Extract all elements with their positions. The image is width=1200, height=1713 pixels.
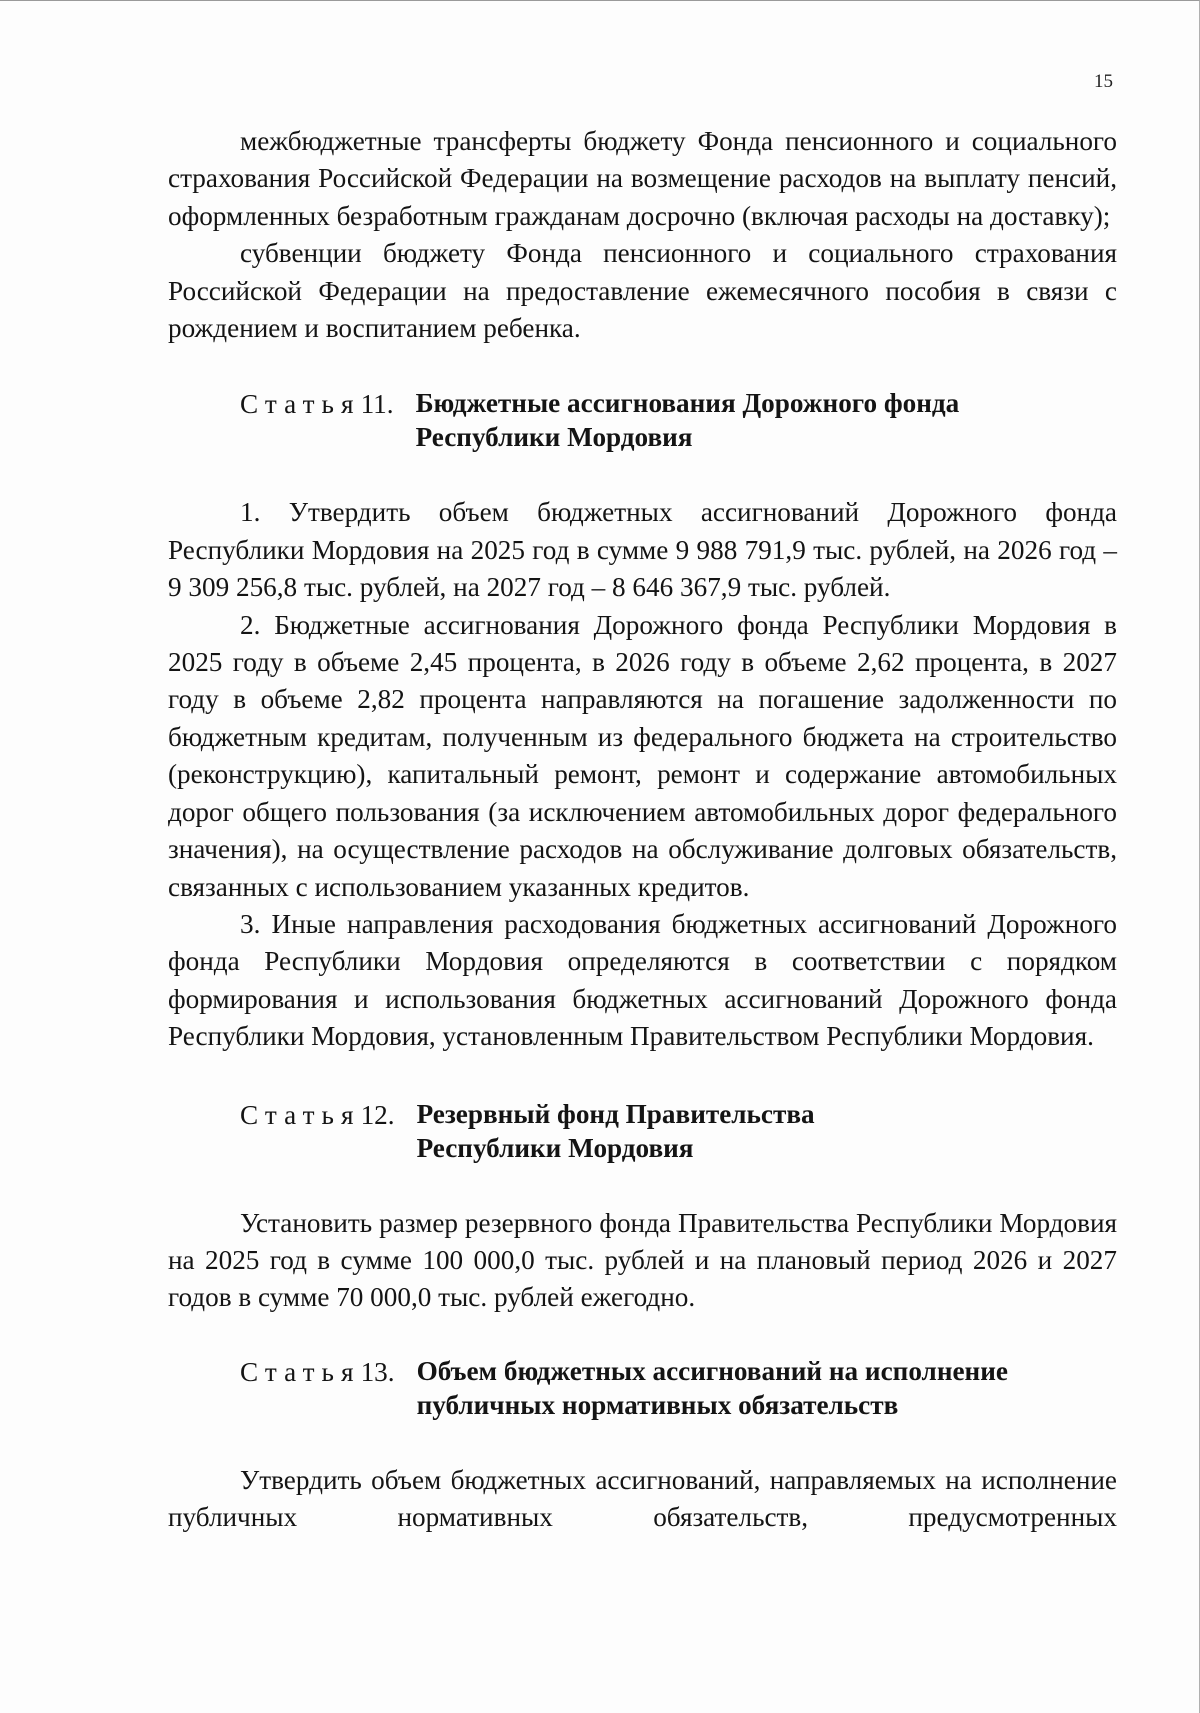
article-title-line-1: Бюджетные ассигнования Дорожного фонда: [415, 388, 960, 419]
article-label: Статья: [240, 389, 361, 420]
paragraph-line-2: исполнение публичных нормативных обязательств, предусмотренных: [168, 1464, 1117, 1533]
article-title: [417, 1097, 815, 1165]
article-title-line-2: публичных нормативных обязательств: [416, 1389, 899, 1420]
paragraph-interbudget-transfers: межбюджетные трансферты бюджету Фонда пенсионного и социального страхования Российской Федерации на возмещение расходов на выплату пенсий, оформленных безработным гражданам досрочно (включая расходы на доставку);: [168, 126, 1117, 231]
article-number: 12.: [360, 1099, 395, 1130]
paragraph-road-fund-volume: 1. Утвердить объем бюджетных ассигнований Дорожного фонда Республики Мордовия на 2025 год в сумме 9 988 791,9 тыс. рублей, на 2026 год – 9 309 256,8 тыс. рублей, на 2027 год – 8 646 367,9 тыс. рублей.: [168, 497, 1117, 603]
paragraph-road-fund-other: 3. Иные направления расходования бюджетных ассигнований Дорожного фонда Республики Мордовия определяются в соответствии с порядком формирования и использования бюджетных ассигнований Дорожного фонда Республики Мордовия, установленным Правительством Республики Мордовия.: [168, 908, 1117, 1052]
article-11-heading: [240, 386, 1117, 454]
paragraph-subventions: субвенции бюджету Фонда пенсионного и социального страхования Российской Федерации на предоставление ежемесячного пособия в связи с рождением и воспитанием ребенка.: [168, 238, 1117, 344]
paragraph-public-obligations: [168, 1462, 1117, 1537]
article-number: 11.: [360, 389, 394, 420]
article-title: [416, 386, 960, 454]
article-12-heading: [240, 1097, 1117, 1165]
page-number: 15: [1094, 71, 1113, 92]
article-title-line-2: Республики Мордовия: [415, 422, 693, 453]
paragraph-line-1: Утвердить объем бюджетных ассигнований, направляемых на: [240, 1464, 972, 1495]
article-number: 13.: [360, 1356, 395, 1387]
document-body: [168, 123, 1117, 1537]
article-title: [417, 1354, 1008, 1422]
article-label: Статья: [240, 1099, 361, 1130]
paragraph-reserve-fund: Установить размер резервного фонда Правительства Республики Мордовия на 2025 год в сумме 100 000,0 тыс. рублей и на плановый период 2026 и 2027 годов в сумме 70 000,0 тыс. рублей ежегодно.: [168, 1207, 1117, 1313]
article-label: Статья: [240, 1356, 361, 1387]
article-title-line-1: Объем бюджетных ассигнований на исполнение: [416, 1355, 1008, 1386]
article-title-line-2: Республики Мордовия: [416, 1132, 694, 1163]
paragraph-road-fund-debt: 2. Бюджетные ассигнования Дорожного фонда Республики Мордовия в 2025 году в объеме 2,45 процента, в 2026 году в объеме 2,62 процента, в 2027 году в объеме 2,82 процента направляются на погашение задолженности по бюджетным кредитам, полученным из федерального бюджета на строительство (реконструкцию), капитальный ремонт, ремонт и содержание автомобильных дорог общего пользования (за исключением автомобильных дорог федерального значения), на осуществление расходов на обслуживание долговых обязательств, связанных с использованием указанных кредитов.: [168, 609, 1117, 902]
article-title-line-1: Резервный фонд Правительства: [416, 1098, 815, 1129]
article-13-heading: [240, 1354, 1117, 1422]
